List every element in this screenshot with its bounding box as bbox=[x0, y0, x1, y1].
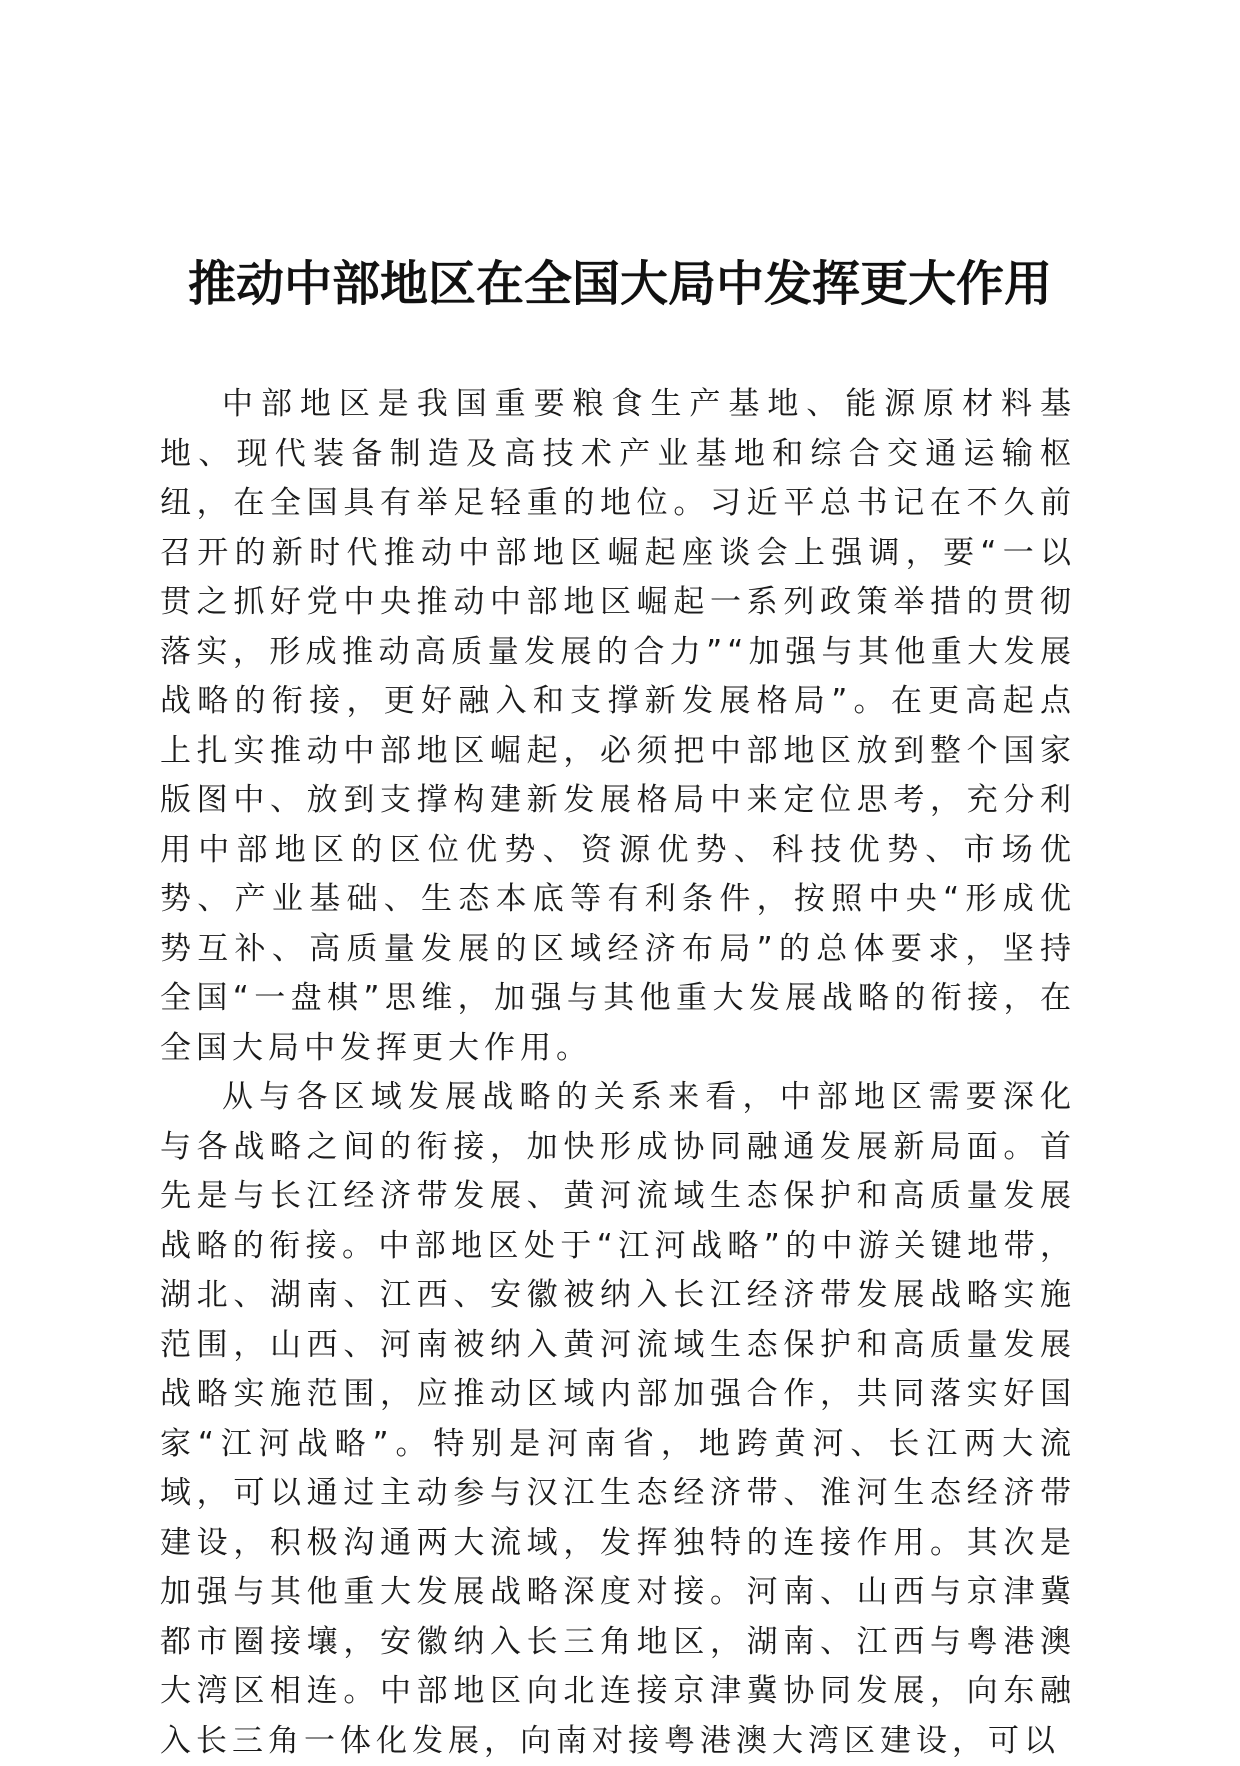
document-title: 推动中部地区在全国大局中发挥更大作用 bbox=[187, 256, 1052, 312]
document-body bbox=[160, 380, 1076, 1766]
paragraph-1: 中部地区是我国重要粮食生产基地、能源原材料基地、现代装备制造及高技术产业基地和综合交通运输枢纽，在全国具有举足轻重的地位。习近平总书记在不久前召开的新时代推动中部地区崛起座谈会上强调，要“一以贯之抓好党中央推动中部地区崛起一系列政策举措的贯彻落实，形成推动高质量发展的合力”“加强与其他重大发展战略的衔接，更好融入和支撑新发展格局”。在更高起点上扎实推动中部地区崛起，必须把中部地区放到整个国家版图中、放到支撑构建新发展格局中来定位思考，充分利用中部地区的区位优势、资源优势、科技优势、市场优势、产业基础、生态本底等有利条件，按照中央“形成优势互补、高质量发展的区域经济布局”的总体要求，坚持全国“一盘棋”思维，加强与其他重大发展战略的衔接，在全国大局中发挥更大作用。 bbox=[160, 386, 1076, 1066]
paragraph-2: 从与各区域发展战略的关系来看，中部地区需要深化与各战略之间的衔接，加快形成协同融通发展新局面。首先是与长江经济带发展、黄河流域生态保护和高质量发展战略的衔接。中部地区处于“江河战略”的中游关键地带，湖北、湖南、江西、安徽被纳入长江经济带发展战略实施范围，山西、河南被纳入黄河流域生态保护和高质量发展战略实施范围，应推动区域内部加强合作，共同落实好国家“江河战略”。特别是河南省，地跨黄河、长江两大流域，可以通过主动参与汉江生态经济带、淮河生态经济带建设，积极沟通两大流域，发挥独特的连接作用。其次是加强与其他重大发展战略深度对接。河南、山西与京津冀都市圈接壤，安徽纳入长三角地区，湖南、江西与粤港澳大湾区相连。中部地区向北连接京津冀协同发展，向东融入长三角一体化发展，向南对接粤港澳大湾区建设，可以 bbox=[160, 1079, 1076, 1759]
